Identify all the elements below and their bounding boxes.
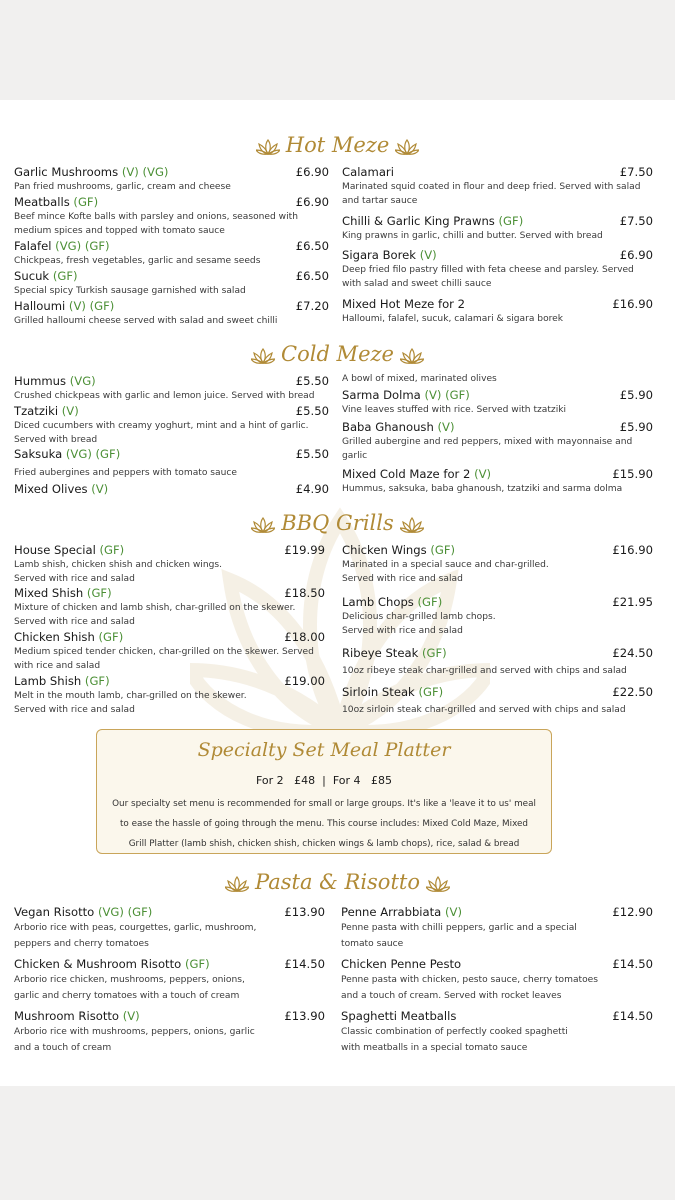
item-price: £6.90 [295, 165, 329, 179]
menu-item [14, 195, 329, 238]
item-name: Chicken Shish [14, 630, 95, 644]
item-desc: Lamb shish, chicken shish and chicken wings. Served with rice and salad [14, 560, 222, 584]
item-tags: (V) [91, 482, 109, 496]
section-title-pasta-risotto [0, 869, 675, 895]
item-price: £18.00 [284, 630, 325, 644]
item-name: Calamari [342, 165, 394, 179]
menu-item [14, 404, 329, 447]
item-desc: Pan fried mushrooms, garlic, cream and cheese [14, 182, 231, 192]
item-price: £16.90 [612, 543, 653, 557]
item-price: £5.50 [295, 404, 329, 418]
item-tags: (VG) [69, 374, 96, 388]
menu-item [342, 543, 653, 586]
item-price: £5.90 [619, 420, 653, 434]
item-desc: Medium spiced tender chicken, char-grilled on the skewer. Served with rice and salad [14, 647, 314, 671]
item-name: Garlic Mushrooms [14, 165, 119, 179]
item-price: £5.90 [619, 388, 653, 402]
item-price: £5.50 [295, 447, 329, 461]
item-price: £7.20 [295, 299, 329, 313]
item-price: £21.95 [612, 595, 653, 609]
item-desc: Chickpeas, fresh vegetables, garlic and sesame seeds [14, 256, 261, 266]
lotus-icon [251, 517, 275, 533]
menu-item [14, 586, 325, 629]
menu-item [14, 447, 329, 480]
item-name: Tzatziki [14, 404, 59, 418]
item-name: Meatballs [14, 195, 70, 209]
menu-item [14, 299, 329, 328]
menu-item [342, 248, 653, 291]
menu-item [14, 1009, 325, 1056]
menu-item [341, 1009, 653, 1056]
item-tags: (GF) [418, 685, 444, 699]
item-name: Mixed Cold Maze for 2 [342, 467, 471, 481]
item-name: Vegan Risotto [14, 905, 95, 919]
item-tags: (GF) [98, 630, 124, 644]
item-price: £12.90 [612, 905, 653, 919]
item-desc: Melt in the mouth lamb, char-grilled on the skewer. Served with rice and salad [14, 691, 247, 715]
item-name: Chicken & Mushroom Risotto [14, 957, 182, 971]
item-name: Mixed Olives [14, 482, 88, 496]
item-desc: King prawns in garlic, chilli and butter. Served with bread [342, 231, 603, 241]
item-price: £19.00 [284, 674, 325, 688]
item-desc: Diced cucumbers with creamy yoghurt, mint and a hint of garlic. Served with bread [14, 421, 309, 445]
item-price: £13.90 [284, 905, 325, 919]
bbq-grills-title: BBQ Grills [281, 511, 394, 535]
item-price: £14.50 [612, 1009, 653, 1023]
menu-item [342, 595, 653, 638]
menu-item [14, 674, 325, 717]
item-desc: Fried aubergines and peppers with tomato sauce [14, 468, 237, 478]
item-tags: (V) [419, 248, 437, 262]
menu-item [14, 374, 329, 403]
item-name: Falafel [14, 239, 52, 253]
item-price: £24.50 [612, 646, 653, 660]
item-name: Sirloin Steak [342, 685, 415, 699]
item-desc: Vine leaves stuffed with rice. Served with tzatziki [342, 405, 567, 415]
item-tags: (V) [444, 905, 462, 919]
specialty-desc: Our specialty set menu is recommended for small or large groups. It's like a 'leave it to us' meal to ease the hassle of going through the menu. This course includes: Mixed Cold Maze, Mixed Grill Platter (lamb shish, chicken shish, chicken wings & lamb chops), rice, salad & bread [112, 799, 536, 849]
item-tags: (GF) [430, 543, 456, 557]
item-desc: Penne pasta with chilli peppers, garlic and a special tomato sauce [341, 923, 577, 949]
item-tags: (V) (GF) [424, 388, 470, 402]
menu-item [342, 646, 653, 678]
menu-item [342, 467, 653, 496]
item-name: Chicken Wings [342, 543, 427, 557]
item-name: Mixed Shish [14, 586, 84, 600]
item-desc: Arborio rice chicken, mushrooms, peppers, onions, garlic and cherry tomatoes with a touch of cream [14, 975, 245, 1001]
item-name: Penne Arrabbiata [341, 905, 442, 919]
item-price: £22.50 [612, 685, 653, 699]
item-name: Mixed Hot Meze for 2 [342, 297, 465, 311]
item-tags: (V) [122, 1009, 140, 1023]
menu-item [342, 388, 653, 417]
item-name: Baba Ghanoush [342, 420, 434, 434]
specialty-prices: For 2 £48 | For 4 £85 [255, 774, 393, 787]
lotus-icon [395, 139, 419, 155]
item-price: £14.50 [612, 957, 653, 971]
hot-meze-title: Hot Meze [285, 133, 390, 157]
item-price: £6.90 [295, 195, 329, 209]
lotus-icon [400, 348, 424, 364]
specialty-set-meal-box [96, 729, 552, 854]
menu-item [342, 420, 653, 463]
item-price: £6.50 [295, 269, 329, 283]
specialty-title: Specialty Set Meal Platter [197, 739, 451, 761]
item-name: Mushroom Risotto [14, 1009, 120, 1023]
item-desc: Deep fried filo pastry filled with feta cheese and parsley. Served with salad and sweet chilli sauce [342, 265, 634, 289]
item-desc: Halloumi, falafel, sucuk, calamari & sigara borek [342, 314, 564, 324]
item-tags: (V) [437, 420, 455, 434]
item-name: Sarma Dolma [342, 388, 421, 402]
lotus-icon [400, 517, 424, 533]
item-desc: Marinated in a special sauce and char-grilled. Served with rice and salad [342, 560, 549, 584]
cold-meze-title: Cold Meze [281, 342, 394, 366]
menu-item [14, 165, 329, 194]
item-desc: Grilled aubergine and red peppers, mixed with mayonnaise and garlic [342, 437, 633, 461]
item-name: Spaghetti Meatballs [341, 1009, 457, 1023]
menu-item [14, 543, 325, 586]
item-desc: 10oz ribeye steak char-grilled and served with chips and salad [342, 666, 627, 676]
item-desc: A bowl of mixed, marinated olives [342, 374, 497, 384]
item-tags: (GF) [417, 595, 443, 609]
item-price: £16.90 [612, 297, 653, 311]
item-tags: (GF) [184, 957, 210, 971]
lotus-icon [426, 876, 450, 892]
item-price: £13.90 [284, 1009, 325, 1023]
item-tags: (V) (GF) [68, 299, 115, 313]
item-price: £15.90 [612, 467, 653, 481]
item-name: House Special [14, 543, 96, 557]
item-desc: Marinated squid coated in flour and deep fried. Served with salad and tartar sauce [342, 182, 641, 206]
menu-item [342, 165, 653, 208]
item-desc: Special spicy Turkish sausage garnished with salad [14, 286, 246, 296]
menu-item [341, 905, 653, 952]
menu-item [342, 297, 653, 326]
menu-item [341, 957, 653, 1004]
item-tags: (GF) [422, 646, 447, 660]
item-tags: (VG) (GF) [97, 905, 153, 919]
item-tags: (GF) [99, 543, 125, 557]
item-tags: (V) [474, 467, 492, 481]
item-price: £4.90 [295, 482, 329, 496]
menu-item [14, 269, 329, 298]
menu-page [0, 100, 675, 1086]
lotus-icon [256, 139, 280, 155]
pasta-risotto-title: Pasta & Risotto [255, 870, 420, 894]
section-title-cold-meze [0, 341, 675, 367]
menu-item [14, 957, 325, 1004]
item-desc: Arborio rice with peas, courgettes, garlic, mushroom, peppers and cherry tomatoes [14, 923, 257, 949]
item-price: £7.50 [619, 165, 653, 179]
item-desc: Grilled halloumi cheese served with salad and sweet chilli [14, 316, 278, 326]
item-name: Chilli & Garlic King Prawns [342, 214, 495, 228]
item-price: £14.50 [284, 957, 325, 971]
item-price: £6.90 [619, 248, 653, 262]
menu-item [14, 482, 329, 497]
item-name: Hummus [14, 374, 67, 388]
item-name: Lamb Shish [14, 674, 82, 688]
menu-item [342, 214, 653, 243]
item-price: £5.50 [295, 374, 329, 388]
item-name: Ribeye Steak [342, 646, 419, 660]
item-tags: (GF) [52, 269, 78, 283]
section-title-bbq-grills [0, 510, 675, 536]
item-desc: Penne pasta with chicken, pesto sauce, cherry tomatoes and a touch of cream. Served with rocket leaves [341, 975, 598, 1001]
item-name: Saksuka [14, 447, 63, 461]
item-name: Halloumi [14, 299, 66, 313]
lotus-icon [225, 876, 249, 892]
item-tags: (GF) [498, 214, 524, 228]
item-desc: Beef mince Kofte balls with parsley and onions, seasoned with medium spices and topped with tomato sauce [14, 212, 298, 236]
item-tags: (GF) [86, 586, 112, 600]
item-price: £6.50 [295, 239, 329, 253]
item-desc: Hummus, saksuka, baba ghanoush, tzatziki and sarma dolma [342, 484, 623, 494]
menu-item [342, 685, 653, 717]
item-tags: (V) [61, 404, 79, 418]
item-tags: (GF) [84, 674, 110, 688]
item-name: Sucuk [14, 269, 50, 283]
item-price: £19.99 [284, 543, 325, 557]
item-price: £18.50 [284, 586, 325, 600]
item-desc: Mixture of chicken and lamb shish, char-grilled on the skewer. Served with rice and salad [14, 603, 296, 627]
section-title-hot-meze [0, 132, 675, 158]
item-tags: (VG) (GF) [65, 447, 121, 461]
item-tags: (VG) (GF) [55, 239, 110, 253]
lotus-icon [251, 348, 275, 364]
item-desc: Delicious char-grilled lamb chops. Served with rice and salad [342, 612, 496, 636]
item-desc: Classic combination of perfectly cooked spaghetti with meatballs in a special tomato sauce [341, 1027, 568, 1053]
item-desc: 10oz sirloin steak char-grilled and served with chips and salad [342, 705, 626, 715]
item-name: Chicken Penne Pesto [341, 957, 462, 971]
menu-item [14, 630, 325, 673]
item-desc: Crushed chickpeas with garlic and lemon juice. Served with bread [14, 391, 315, 401]
menu-item [14, 905, 325, 952]
menu-item-desc-only [342, 372, 653, 386]
item-desc: Arborio rice with mushrooms, peppers, onions, garlic and a touch of cream [14, 1027, 255, 1053]
menu-item [14, 239, 329, 268]
item-tags: (V) (VG) [121, 165, 169, 179]
item-name: Sigara Borek [342, 248, 417, 262]
item-tags: (GF) [73, 195, 99, 209]
item-name: Lamb Chops [342, 595, 414, 609]
item-price: £7.50 [619, 214, 653, 228]
